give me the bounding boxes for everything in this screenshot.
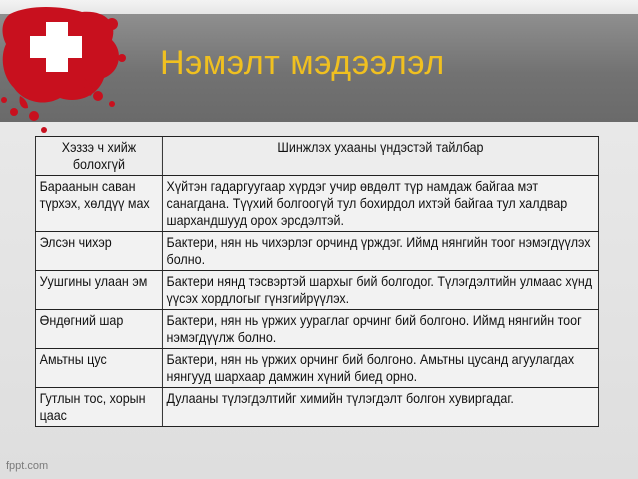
row-item: Бараанын саван түрхэх, хөлдүү мах	[35, 176, 162, 232]
row-explanation: Дулааны түлэгдэлтийг химийн түлэгдэлт болгон хувиргадаг.	[162, 388, 598, 427]
row-explanation: Хүйтэн гадаргуугаар хүрдэг учир өвдөлт түр намдаж байгаа мэт санагдана. Түүхий болгоогүй тул бохирдол ихтэй байгаа тул халдвар шархандшууд орох эрсдэлтэй.	[162, 176, 598, 232]
slide-title: Нэмэлт мэдээлэл	[160, 44, 445, 82]
info-table	[35, 136, 599, 427]
table-row	[35, 388, 598, 427]
table-header-row	[35, 137, 598, 176]
column-header-item: Хэззэ ч хийж болохгүй	[35, 137, 162, 176]
table-row	[35, 176, 598, 232]
row-explanation: Бактери нянд тэсвэртэй шархыг бий болгодог. Түлэгдэлтийн улмаас хүнд үүсэх хордлогыг гүнзгийрүүлэх.	[162, 271, 598, 310]
column-header-explanation: Шинжлэх ухааны үндэстэй тайлбар	[162, 137, 598, 176]
row-item: Амьтны цус	[35, 349, 162, 388]
row-item: Өндөгний шар	[35, 310, 162, 349]
footer-brand: fppt.com	[6, 460, 49, 472]
table-row	[35, 349, 598, 388]
table-row	[35, 232, 598, 271]
row-explanation: Бактери, нян нь үржих уураглаг орчинг бий болгоно. Иймд нянгийн тоог нэмэгдүүлж болно.	[162, 310, 598, 349]
table-row	[35, 310, 598, 349]
row-item: Элсэн чихэр	[35, 232, 162, 271]
red-cross-logo-icon	[0, 0, 140, 140]
row-item: Гутлын тос, хорын цаас	[35, 388, 162, 427]
row-item: Уушгины улаан эм	[35, 271, 162, 310]
row-explanation: Бактери, нян нь чихэрлэг орчинд үрждэг. Иймд нянгийн тоог нэмэгдүүлэх болно.	[162, 232, 598, 271]
row-explanation: Бактери, нян нь үржих орчинг бий болгоно. Амьтны цусанд агуулагдах нянгууд шархаар дамжин хүний биед орно.	[162, 349, 598, 388]
table-row	[35, 271, 598, 310]
